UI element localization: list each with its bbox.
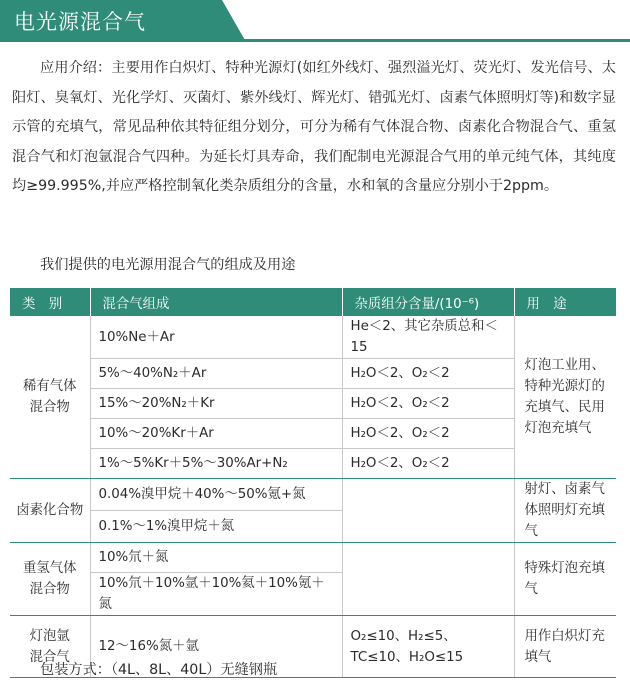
table-caption: 我们提供的电光源用混合气的组成及用途 bbox=[40, 257, 296, 273]
composition-cell: 0.04%溴甲烷＋40%～50%氪+氮 bbox=[90, 479, 342, 511]
category-cell bbox=[10, 543, 90, 616]
composition-cell: 10%Ne＋Ar bbox=[90, 316, 342, 359]
composition-cell: 12～16%氮＋氩 bbox=[90, 616, 342, 678]
category-cell bbox=[10, 316, 90, 479]
impurity-cell: H₂O＜2、O₂＜2 bbox=[342, 449, 514, 479]
impurity-cell: H₂O＜2、O₂＜2 bbox=[342, 419, 514, 449]
usage-cell: 用作白炽灯充填气 bbox=[514, 616, 616, 678]
category-cell: 卤素化合物 bbox=[10, 479, 90, 543]
header-category: 类 别 bbox=[10, 288, 90, 316]
impurity-cell: H₂O＜2、O₂＜2 bbox=[342, 359, 514, 389]
composition-cell: 10%氘＋10%氩＋10%氦＋10%氪＋氮 bbox=[90, 573, 342, 616]
header-usage: 用 途 bbox=[514, 288, 616, 316]
usage-cell: 射灯、卤素气体照明灯充填气 bbox=[514, 479, 616, 543]
packing-info: 包装方式：（4L、8L、40L）无缝钢瓶 bbox=[40, 662, 278, 678]
header-impurity: 杂质组分含量/(10⁻⁶) bbox=[342, 288, 514, 316]
composition-cell: 0.1%～1%溴甲烷＋氮 bbox=[90, 511, 342, 543]
impurity-cell: H₂O＜2、O₂＜2 bbox=[342, 389, 514, 419]
impurity-cell: He＜2、其它杂质总和＜15 bbox=[342, 316, 514, 359]
impurity-cell bbox=[342, 543, 514, 616]
table-header-row bbox=[10, 288, 616, 316]
table-row bbox=[10, 316, 616, 359]
usage-cell: 特殊灯泡充填气 bbox=[514, 543, 616, 616]
category-label: 重氢气体混合物 bbox=[22, 561, 77, 597]
composition-cell: 5%～40%N₂＋Ar bbox=[90, 359, 342, 389]
intro-paragraph: 应用介绍：主要用作白炽灯、特种光源灯(如红外线灯、强烈溢光灯、荧光灯、发光信号、太阳灯、臭氧灯、光化学灯、灭菌灯、紫外线灯、辉光灯、错弧光灯、卤素气体照明灯等)和数字显示管的充填气，常见品种依其特征组分划分，可分为稀有气体混合物、卤素化合物混合气、重氢混合气和灯泡氩混合气四种。为延长灯具寿命，我们配制电光源混合气用的单元纯气体，其纯度均≥99.995%,并应严格控制氧化类杂质组分的含量，水和氧的含量应分别小于2ppm。 bbox=[12, 60, 616, 195]
usage-cell: 灯泡工业用、特种光源灯的充填气、民用灯泡充填气 bbox=[514, 316, 616, 479]
composition-cell: 1%～5%Kr＋5%～30%Ar+N₂ bbox=[90, 449, 342, 479]
gas-mixture-table bbox=[10, 288, 616, 678]
table-row bbox=[10, 543, 616, 573]
composition-cell: 10%氘＋氮 bbox=[90, 543, 342, 573]
impurity-cell bbox=[342, 479, 514, 543]
title-bar bbox=[0, 0, 630, 42]
category-label: 灯泡氩混合气 bbox=[29, 628, 70, 665]
impurity-cell: O₂≤10、H₂≤5、TC≤10、H₂O≤15 bbox=[342, 616, 514, 678]
page-title: 电光源混合气 bbox=[14, 10, 146, 34]
header-composition: 混合气组成 bbox=[90, 288, 342, 316]
table-row bbox=[10, 479, 616, 511]
composition-cell: 15%～20%N₂＋Kr bbox=[90, 389, 342, 419]
composition-cell: 10%～20%Kr＋Ar bbox=[90, 419, 342, 449]
category-label: 稀有气体混合物 bbox=[22, 379, 77, 415]
